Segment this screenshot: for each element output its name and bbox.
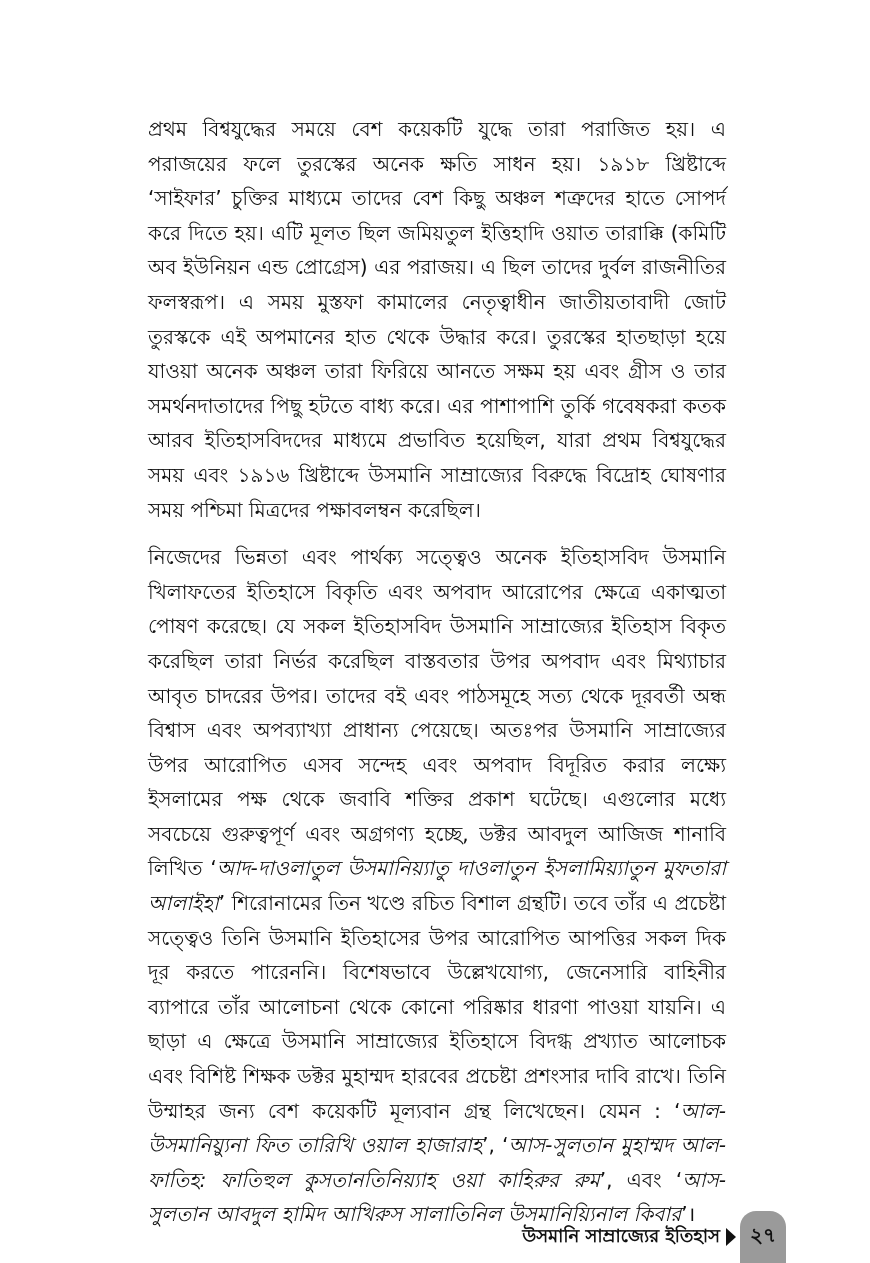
paragraph-2-end: ’। <box>681 1202 696 1227</box>
page-body <box>148 112 726 1232</box>
paragraph-1-text: প্রথম বিশ্বযুদ্ধের সময়ে বেশ কয়েকটি যুদ্ধে তারা পরাজিত হয়। এ পরাজয়ের ফলে তুরস্কের অনেক ক্ষতি সাধন হয়। ১৯১৮ খ্রিষ্টাব্দে ‘সাইফার’ চুক্তির মাধ্যমে তাদের বেশ কিছু অঞ্চল শত্রুদের হাতে সোপর্দ করে দিতে হয়। এটি মূলত ছিল জমিয়তুল ইত্তিহাদি ওয়াত তারাক্কি (কমিটি অব ইউনিয়ন এন্ড প্রোগ্রেস) এর পরাজয়। এ ছিল তাদের দুর্বল রাজনীতির ফলস্বরূপ। এ সময় মুস্তফা কামালের নেতৃত্বাধীন জাতীয়তাবাদী জোট তুরস্ককে এই অপমানের হাত থেকে উদ্ধার করে। তুরস্কের হাতছাড়া হয়ে যাওয়া অনেক অঞ্চল তারা ফিরিয়ে আনতে সক্ষম হয় এবং গ্রীস ও তার সমর্থনদাতাদের পিছু হটতে বাধ্য করে। এর পাশাপাশি তুর্কি গবেষকরা কতক আরব ইতিহাসবিদদের মাধ্যমে প্রভাবিত হয়েছিল, যারা প্রথম বিশ্বযুদ্ধের সময় এবং ১৯১৬ খ্রিষ্টাব্দে উসমানি সাম্রাজ্যের বিরুদ্ধে বিদ্রোহ ঘোষণার সময় পশ্চিমা মিত্রদের পক্ষাবলম্বন করেছিল। <box>148 117 726 522</box>
triangle-right-icon <box>726 1228 736 1246</box>
paragraph-2-text: নিজেদের ভিন্নতা এবং পার্থক্য সত্ত্বেও অনেক ইতিহাসবিদ উসমানি খিলাফতের ইতিহাসে বিকৃতি এবং অপবাদ আরোপের ক্ষেত্রে একাত্মতা পোষণ করেছে। যে সকল ইতিহাসবিদ উসমানি সাম্রাজ্যের ইতিহাস বিকৃত করেছিল তারা নির্ভর করেছিল বাস্তবতার উপর অপবাদ এবং মিথ্যাচার আবৃত চাদরের উপর। তাদের বই এবং পাঠসমূহে সত্য থেকে দূরবর্তী অন্ধ বিশ্বাস এবং অপব্যাখ্যা প্রাধান্য পেয়েছে। অতঃপর উসমানি সাম্রাজ্যের উপর আরোপিত এসব সন্দেহ এবং অপবাদ বিদূরিত করার লক্ষ্যে ইসলামের পক্ষ থেকে জবাবি শক্তির প্রকাশ ঘটেছে। এগুলোর মধ্যে সবচেয়ে গুরুত্বপূর্ণ এবং অগ্রগণ্য হচ্ছে, ডক্টর আবদুল আজিজ শানাবি লিখিত ‘ <box>148 545 726 881</box>
quote-separator: ’, ‘ <box>482 1133 509 1158</box>
paragraph-2 <box>148 540 726 1232</box>
book-title-uthmaniyyun: আল-উসমানিয়্যুনা ফিত তারিখি ওয়াল হাজারাহ <box>148 1098 726 1158</box>
paragraph-2-text: ’ শিরোনামের তিন খণ্ডে রচিত বিশাল গ্রন্থটি। তবে তাঁর এ প্রচেষ্টা সত্ত্বেও তিনি উসমানি ইতিহাসের উপর আরোপিত আপত্তির সকল দিক দূর করতে পারেননি। বিশেষভাবে উল্লেখযোগ্য, জেনেসারি বাহিনীর ব্যাপারে তাঁর আলোচনা থেকে কোনো পরিষ্কার ধারণা পাওয়া যায়নি। এ ছাড়া এ ক্ষেত্রে উসমানি সাম্রাজ্যের ইতিহাসে বিদগ্ধ প্রখ্যাত আলোচক এবং বিশিষ্ট শিক্ষক ডক্টর মুহাম্মদ হারবের প্রচেষ্টা প্রশংসার দাবি রাখে। তিনি উম্মাহর জন্য বেশ কয়েকটি মূল্যবান গ্রন্থ লিখেছেন। যেমন : ‘ <box>148 891 726 1123</box>
page-number-tab <box>740 1211 786 1263</box>
page-number: ২৭ <box>749 1222 776 1247</box>
page-footer <box>522 1211 786 1263</box>
quote-separator: ’, এবং ‘ <box>599 1167 683 1192</box>
paragraph-1 <box>148 112 726 527</box>
book-title-sultan-fatih: আস-সুলতান মুহাম্মদ আল-ফাতিহ: ফাতিহুল কুসতানতিনিয়্যাহ ওয়া কাহিরুর রুম <box>148 1133 726 1192</box>
running-book-title: উসমানি সাম্রাজ্যের ইতিহাস <box>522 1225 720 1247</box>
book-title-sultan-abdul-hamid: আস-সুলতান আবদুল হামিদ আখিরুস সালাতিনিল উসমানিয়্যিনাল কিবার <box>148 1167 726 1227</box>
book-title-shanabi: আদ-দাওলাতুল উসমানিয়্যাতু দাওলাতুন ইসলামিয়্যাতুন মুফতারা আলাইহা <box>148 856 727 916</box>
